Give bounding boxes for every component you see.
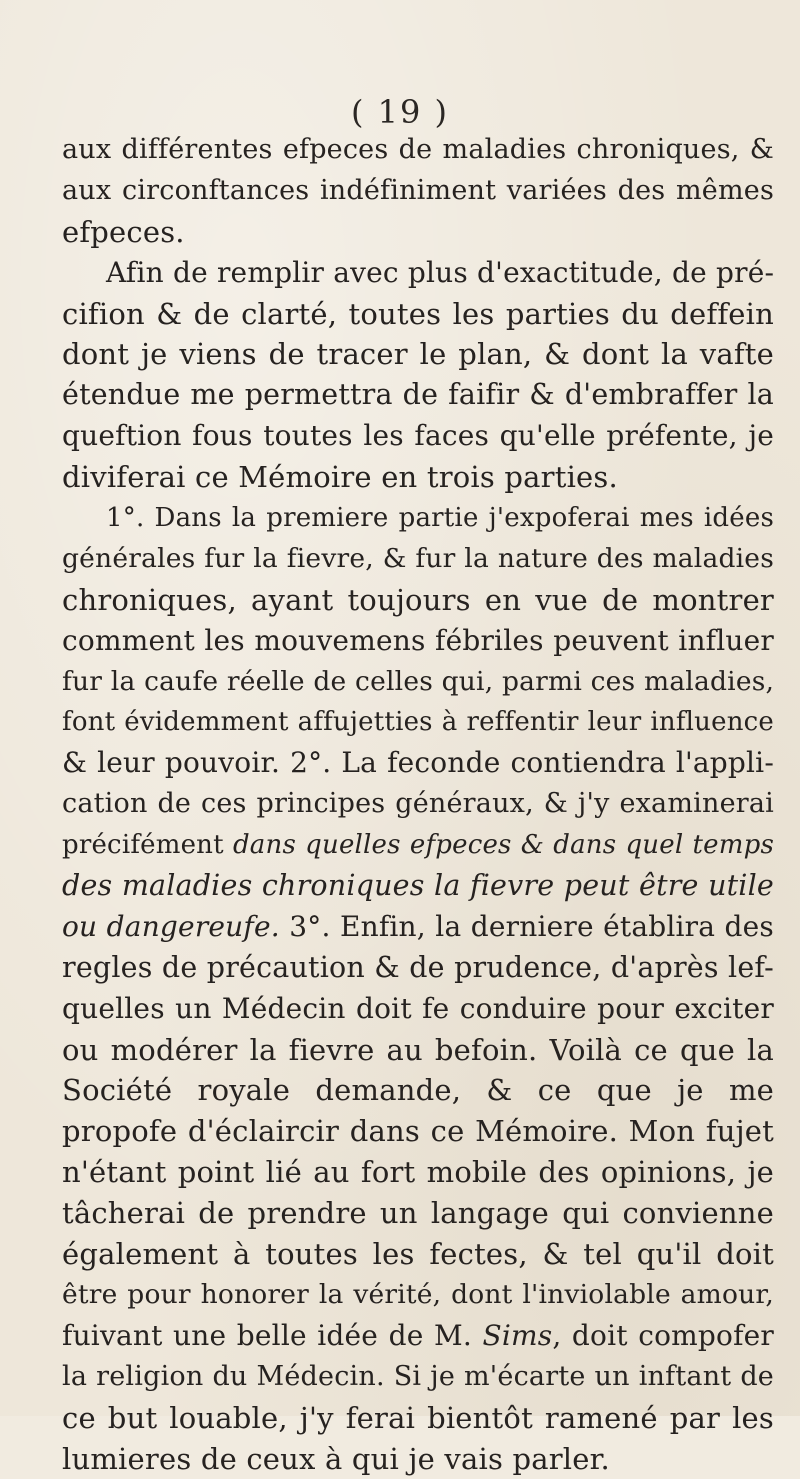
text-line: Afin de remplir avec plus d'exactitude, de pré- [62, 253, 774, 294]
text-line: efpeces. [62, 212, 774, 253]
text-line: aux circonftances indéfiniment variées des mêmes [62, 171, 774, 212]
italic-text-segment: dans quelles efpeces & dans quel temps [233, 830, 774, 860]
text-line: propofe d'éclaircir dans ce Mémoire. Mon fujet [62, 1111, 774, 1152]
text-line: également à toutes les fectes, & tel qu'il doit [62, 1234, 774, 1275]
text-line [62, 1316, 774, 1357]
text-segment: précifément [62, 830, 233, 860]
text-line: chroniques, ayant toujours en vue de montrer [62, 580, 774, 621]
text-segment: 3°. Enfin, la derniere établira des [280, 910, 774, 943]
text-segment: , doit compofer [552, 1319, 774, 1352]
text-line: tâcherai de prendre un langage qui convienne [62, 1193, 774, 1234]
text-line: & leur pouvoir. 2°. La feconde contiendra l'appli- [62, 743, 774, 784]
text-line: fur la caufe réelle de celles qui, parmi ces maladies, [62, 662, 774, 703]
text-line: cation de ces principes généraux, & j'y examinerai [62, 784, 774, 825]
text-line: ou modérer la fievre au befoin. Voilà ce que la [62, 1030, 774, 1071]
text-segment: fuivant une belle idée de M. [62, 1319, 482, 1352]
italic-text-segment: ou dangereufe. [62, 910, 280, 943]
text-line: diviferai ce Mémoire en trois parties. [62, 457, 774, 498]
text-line: la religion du Médecin. Si je m'écarte un inftant de [62, 1357, 774, 1398]
text-line [62, 825, 774, 866]
italic-text-segment: Sims [482, 1319, 552, 1352]
body-text [62, 130, 774, 1479]
text-line: font évidemment affujetties à reffentir leur influence [62, 702, 774, 743]
text-line: dont je viens de tracer le plan, & dont la vafte [62, 334, 774, 375]
text-line: comment les mouvemens fébriles peuvent influer [62, 621, 774, 662]
text-line: regles de précaution & de prudence, d'après lef- [62, 948, 774, 989]
text-line: étendue me permettra de faifir & d'embraffer la [62, 375, 774, 416]
text-line: n'étant point lié au fort mobile des opinions, je [62, 1152, 774, 1193]
page-number: ( 19 ) [0, 93, 800, 131]
text-line: cifion & de clarté, toutes les parties du deffein [62, 294, 774, 335]
text-line: Société royale demande, & ce que je me [62, 1070, 774, 1111]
text-line: ce but louable, j'y ferai bientôt ramené par les [62, 1398, 774, 1439]
text-line: lumieres de ceux à qui je vais parler. [62, 1439, 774, 1479]
text-line: 1°. Dans la premiere partie j'expoferai mes idées [62, 498, 774, 539]
text-line: aux différentes efpeces de maladies chroniques, & [62, 130, 774, 171]
text-line: quelles un Médecin doit fe conduire pour exciter [62, 989, 774, 1030]
text-line: queftion fous toutes les faces qu'elle préfente, je [62, 416, 774, 457]
text-line: être pour honorer la vérité, dont l'inviolable amour, [62, 1275, 774, 1316]
text-line [62, 907, 774, 948]
text-line: des maladies chroniques la fievre peut être utile [62, 866, 774, 907]
text-line: générales fur la fievre, & fur la nature des maladies [62, 539, 774, 580]
